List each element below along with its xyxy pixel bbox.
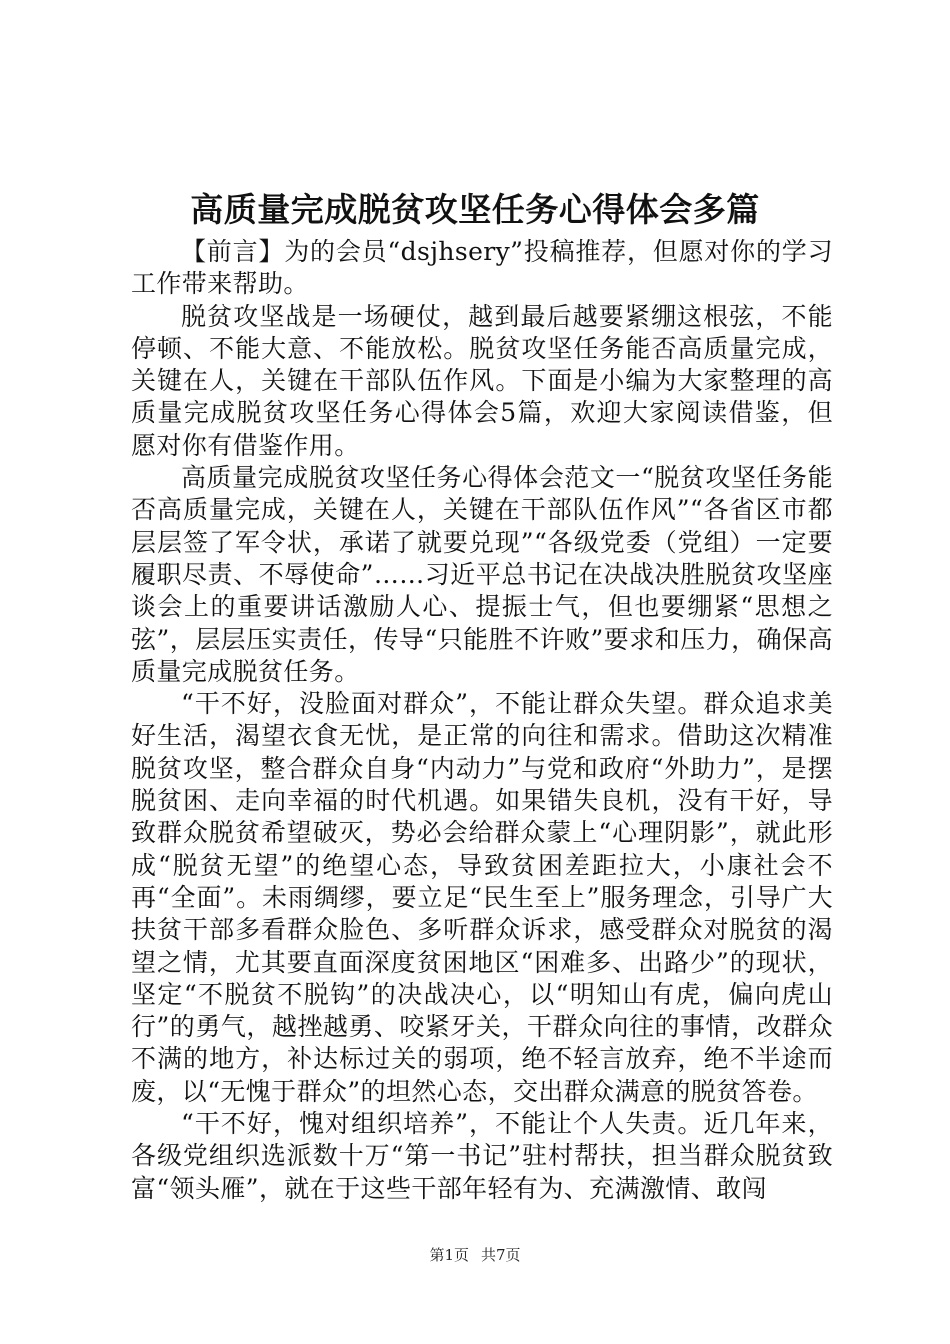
sample-one-paragraph: 高质量完成脱贫攻坚任务心得体会范文一“脱贫攻坚任务能否高质量完成，关键在人，关键在干部队伍作风”“各省区市都层层签了军令状，承诺了就要兑现”“各级党委（党组）一定要履职尽责、不辱使命”……习近平总书记在决战决胜脱贫攻坚座谈会上的重要讲话激励人心、提振士气，但也要绷紧“思想之弦”，层层压实责任，传导“只能胜不许败”要求和压力，确保高质量完成脱贫任务。 <box>131 463 833 686</box>
page-number: 第1页 <box>429 1246 469 1264</box>
preface-paragraph: 【前言】为的会员“dsjhsery”投稿推荐，但愿对你的学习工作带来帮助。 <box>131 237 833 299</box>
body-paragraph: “干不好，愧对组织培养”，不能让个人失责。近几年来，各级党组织选派数十万“第一书记”驻村帮扶，担当群众脱贫致富“领头雁”，就在于这些干部年轻有为、充满激情、敢闯 <box>131 1109 833 1203</box>
page-total: 共7页 <box>481 1246 521 1264</box>
intro-paragraph: 脱贫攻坚战是一场硬仗，越到最后越要紧绷这根弦，不能停顿、不能大意、不能放松。脱贫攻坚任务能否高质量完成，关键在人，关键在干部队伍作风。下面是小编为大家整理的高质量完成脱贫攻坚任务心得体会5篇，欢迎大家阅读借鉴，但愿对你有借鉴作用。 <box>131 301 833 460</box>
page-footer <box>0 1245 950 1265</box>
document-body <box>131 236 833 1205</box>
body-paragraph: “干不好，没脸面对群众”，不能让群众失望。群众追求美好生活，渴望衣食无忧，是正常的向往和需求。借助这次精准脱贫攻坚，整合群众自身“内动力”与党和政府“外助力”，是摆脱贫困、走向幸福的时代机遇。如果错失良机，没有干好，导致群众脱贫希望破灭，势必会给群众蒙上“心理阴影”，就此形成“脱贫无望”的绝望心态，导致贫困差距拉大，小康社会不再“全面”。未雨绸缪，要立足“民生至上”服务理念，引导广大扶贫干部多看群众脸色、多听群众诉求，感受群众对脱贫的渴望之情，尤其要直面深度贫困地区“困难多、出路少”的现状，坚定“不脱贫不脱钩”的决战决心，以“明知山有虎，偏向虎山行”的勇气，越挫越勇、咬紧牙关，干群众向往的事情，改群众不满的地方，补达标过关的弱项，绝不轻言放弃，绝不半途而废，以“无愧于群众”的坦然心态，交出群众满意的脱贫答卷。 <box>131 689 833 1106</box>
document-title: 高质量完成脱贫攻坚任务心得体会多篇 <box>190 190 760 229</box>
